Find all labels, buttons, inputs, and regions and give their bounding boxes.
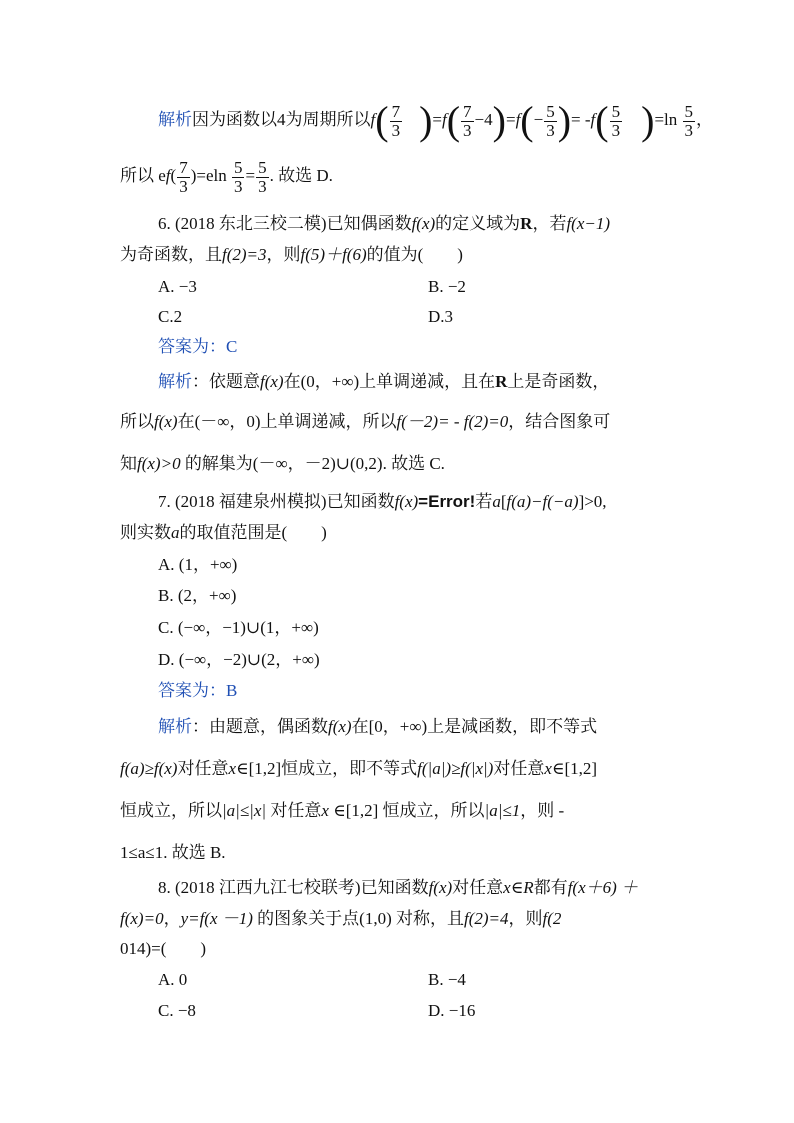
fraction: $\frac{5}{3}$: [546, 101, 555, 140]
q8-stem-line2: f(x)=0，y=f(x －1) 的图象关于点(1,0) 对称，且f(2)=4，则f(2: [120, 909, 562, 928]
q8-stem-line3: 014)=( ): [120, 939, 207, 958]
q7-explanation-line3: 恒成立，所以|a|≤|x| 对任意x ∈[1,2] 恒成立，所以|a|≤1，则 -: [120, 801, 565, 820]
q8-option-c: C. −8: [158, 1001, 196, 1020]
q7-answer: 答案为：B: [158, 681, 238, 700]
q7-option-d: D. (−∞，−2)∪(2，+∞): [158, 650, 320, 669]
explanation-label: 解析: [158, 372, 192, 391]
q6-explanation-line2: 所以f(x)在(－∞，0)上单调递减，所以f(－2)= - f(2)=0，结合图象可: [120, 412, 611, 431]
q7-stem-line2: 则实数a的取值范围是( ): [120, 523, 327, 542]
explanation-label: 解析: [158, 110, 192, 129]
q7-stem-line1: 7. (2018 福建泉州模拟)已知函数f(x)=Error!若a[f(a)−f(−a)]>0,: [158, 492, 607, 511]
q6-option-d: D.3: [428, 307, 454, 326]
q6-explanation-line3: 知f(x)>0 的解集为(－∞，－2)∪(0,2). 故选 C.: [120, 454, 445, 473]
q7-explanation-line2: f(a)≥f(x)对任意x∈[1,2]恒成立，即不等式f(|a|)≥f(|x|)对任意x∈[1,2]: [120, 759, 598, 778]
fraction: $\frac{5}{3}$: [258, 157, 267, 196]
q5-explanation-line2: 所以 ef( $\frac{7}{3}$ )=eln $\frac{5}{3}$ = $\frac{5}{3}$ . 故选 D.: [120, 157, 333, 196]
q8-option-d: D. −16: [428, 1001, 476, 1020]
q6-explanation-line1: 解析：依题意f(x)在(0，+∞)上单调递减，且在R上是奇函数，: [158, 372, 610, 391]
q6-option-b: B. −2: [428, 277, 466, 296]
fraction: $\frac{7}{3}$: [391, 101, 401, 140]
fraction: $\frac{5}{3}$: [684, 101, 693, 140]
q8-stem-line1: 8. (2018 江西九江七校联考)已知函数f(x)对任意x∈R都有f(x＋6) ＋: [158, 878, 639, 897]
fraction: $\frac{7}{3}$: [179, 157, 188, 196]
q6-option-a: A. −3: [158, 277, 197, 296]
q8-option-b: B. −4: [428, 970, 466, 989]
explanation-label: 解析: [158, 717, 192, 736]
q7-option-b: B. (2，+∞): [158, 586, 237, 605]
q6-stem-line2: 为奇函数，且f(2)=3，则f(5)＋f(6)的值为( ): [120, 245, 463, 264]
q7-explanation-line1: 解析：由题意，偶函数f(x)在[0，+∞)上是减函数，即不等式: [158, 717, 598, 736]
q7-option-c: C. (−∞，−1)∪(1，+∞): [158, 618, 319, 637]
fraction: $\frac{7}{3}$: [463, 101, 472, 140]
fraction: $\frac{5}{3}$: [611, 101, 621, 140]
q7-explanation-line4: 1≤a≤1. 故选 B.: [120, 843, 226, 862]
q7-option-a: A. (1，+∞): [158, 555, 238, 574]
q6-answer: 答案为：C: [158, 337, 238, 356]
q6-option-c: C.2: [158, 307, 183, 326]
q8-option-a: A. 0: [158, 970, 188, 989]
q6-stem-line1: 6. (2018 东北三校二模)已知偶函数f(x)的定义域为R，若f(x−1): [158, 214, 611, 233]
fraction: $\frac{5}{3}$: [233, 157, 243, 196]
q5-explanation-line1: 解析因为函数以4为周期所以f( $\frac{7}{3}$ )=f( $\frac{7}{3}$ −4)=f(− $\frac{5}{3}$ )= -f( $\frac{5}{3}$ )=ln $\frac{5}{3}$ ，: [158, 98, 713, 144]
